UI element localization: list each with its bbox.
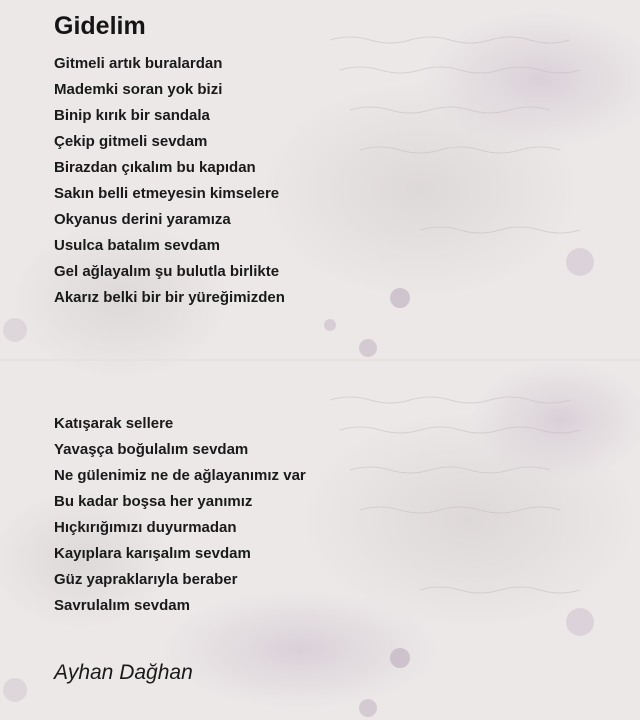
- poem-line: Yavaşça boğulalım sevdam: [54, 441, 249, 458]
- poem-line: Hıçkırığımızı duyurmadan: [54, 519, 237, 536]
- poem-line: Binip kırık bir sandala: [54, 107, 210, 124]
- poem-line: Birazdan çıkalım bu kapıdan: [54, 159, 256, 176]
- poem-line: Güz yapraklarıyla beraber: [54, 571, 238, 588]
- poem-title: Gidelim: [54, 12, 146, 40]
- poem-line: Ne gülenimiz ne de ağlayanımız var: [54, 467, 306, 484]
- poem-line: Katışarak sellere: [54, 415, 174, 432]
- poem-line: Akarız belki bir bir yüreğimizden: [54, 289, 285, 306]
- poem-author: Ayhan Dağhan: [54, 661, 193, 684]
- poem-line: Usulca batalım sevdam: [54, 237, 220, 254]
- poem-line: Çekip gitmeli sevdam: [54, 133, 208, 150]
- poem-line: Savrulalım sevdam: [54, 597, 190, 614]
- poem-line: Gel ağlayalım şu bulutla birlikte: [54, 263, 280, 280]
- poem-line: Bu kadar boşsa her yanımız: [54, 493, 253, 510]
- poem-line: Kayıplara karışalım sevdam: [54, 545, 251, 562]
- poem-line: Sakın belli etmeyesin kimselere: [54, 185, 280, 202]
- poem-stanza-2: [54, 411, 306, 619]
- poem-line: Okyanus derini yaramıza: [54, 211, 231, 228]
- poem-container: [54, 10, 614, 684]
- poem-stanza-1: [54, 51, 285, 311]
- poem-line: Mademki soran yok bizi: [54, 81, 223, 98]
- poem-line: Gitmeli artık buralardan: [54, 55, 223, 72]
